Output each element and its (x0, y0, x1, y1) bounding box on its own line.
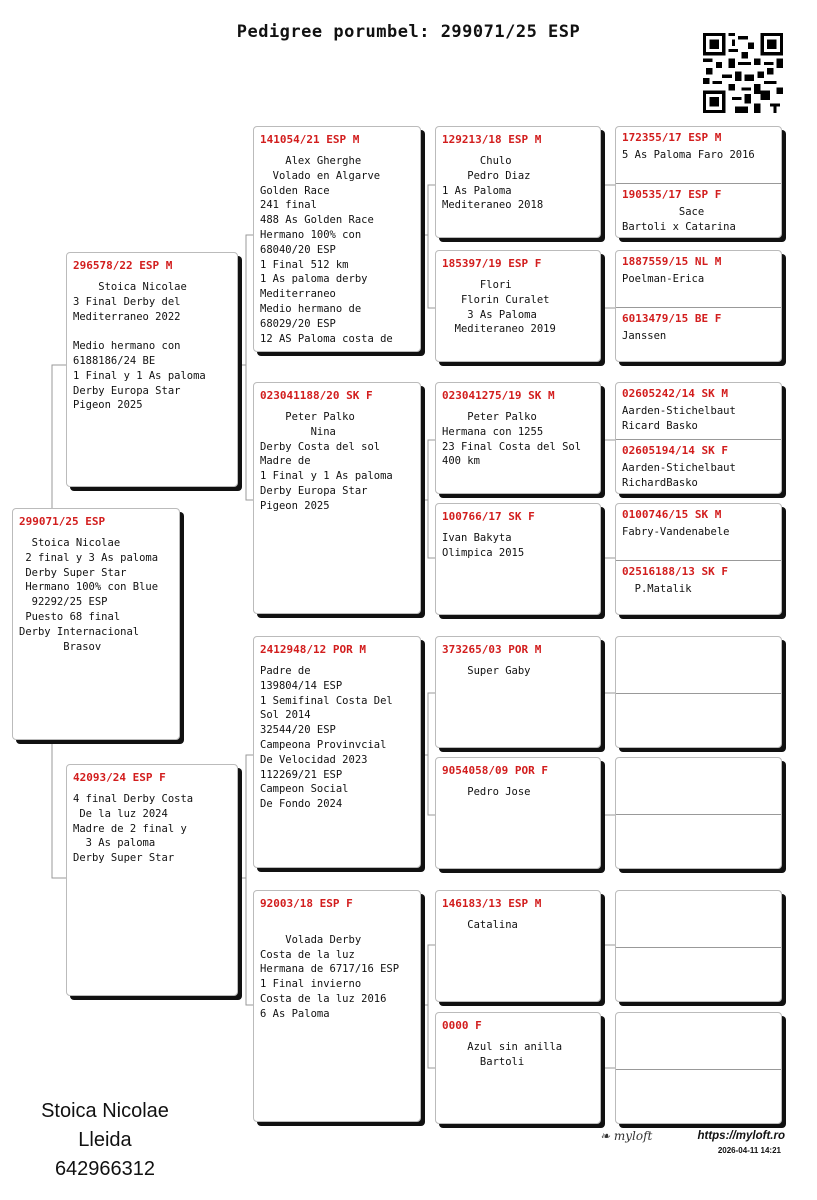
ring-number: 100766/17 SK F (442, 510, 535, 523)
ring-number: 92003/18 ESP F (260, 897, 353, 910)
gen5-sire-slot[interactable] (616, 251, 781, 307)
subject-pigeon-card[interactable] (12, 508, 180, 740)
pigeon-notes: 5 As Paloma Faro 2016 (622, 149, 755, 161)
great-grandparent-card[interactable] (435, 250, 601, 362)
myloft-logo (600, 1129, 652, 1143)
ring-number: 2412948/12 POR M (260, 643, 366, 656)
branding-footer (600, 1127, 785, 1167)
grandsire-maternal-card[interactable] (253, 636, 421, 868)
pigeon-notes: Fabry-Vandenabele (622, 526, 730, 538)
granddam-maternal-card[interactable] (253, 890, 421, 1122)
pigeon-notes: Peter Palko Nina Derby Costa del sol Madre de 1 Final y 1 As paloma Derby Europa Star Pigeon 2025 (260, 411, 393, 512)
gen5-dam-slot[interactable] (616, 947, 781, 1002)
pigeon-notes: Stoica Nicolae 3 Final Derby del Mediterraneo 2022 Medio hermano con 6188186/24 BE 1 Final y 1 As paloma Derby Europa Star Pigeon 2025 (73, 281, 206, 412)
page-title: Pedigree porumbel: 299071/25 ESP (236, 22, 581, 42)
pigeon-notes: Peter Palko Hermana con 1255 23 Final Costa del Sol 400 km (442, 411, 582, 468)
great-grandparent-card[interactable] (435, 382, 601, 494)
sire-card[interactable] (66, 252, 238, 487)
ring-number: 129213/18 ESP M (442, 133, 542, 146)
gen5-pair-card[interactable] (615, 636, 782, 748)
pigeon-notes: Chulo Pedro Diaz 1 As Paloma Mediteraneo 2018 (442, 155, 544, 212)
gen5-dam-slot[interactable] (616, 1069, 781, 1124)
gen5-dam-slot[interactable] (616, 814, 781, 869)
owner-name: Stoica Nicolae (41, 1100, 169, 1122)
gen5-dam-slot[interactable] (616, 183, 781, 238)
ring-number: 0100746/15 SK M (622, 508, 722, 521)
ring-number: 023041275/19 SK M (442, 389, 555, 402)
owner-phone: 642966312 (54, 1158, 156, 1180)
pigeon-notes: Pedro Jose (442, 786, 531, 798)
ring-number: 373265/03 POR M (442, 643, 542, 656)
pigeon-notes: Aarden-Stichelbaut RichardBasko (622, 462, 736, 489)
pigeon-notes: 4 final Derby Costa De la luz 2024 Madre de 2 final y 3 As paloma Derby Super Star (73, 793, 194, 865)
gen5-pair-card[interactable] (615, 382, 782, 494)
gen5-pair-card[interactable] (615, 1012, 782, 1124)
gen5-sire-slot[interactable] (616, 758, 781, 814)
grandsire-paternal-card[interactable] (253, 126, 421, 352)
ring-number: 1887559/15 NL M (622, 255, 722, 268)
gen5-pair-card[interactable] (615, 250, 782, 362)
ring-number: 296578/22 ESP M (73, 259, 173, 272)
pigeon-notes: Catalina (442, 919, 518, 931)
gen5-pair-card[interactable] (615, 890, 782, 1002)
gen5-pair-card[interactable] (615, 503, 782, 615)
ring-number: 023041188/20 SK F (260, 389, 373, 402)
ring-number: 42093/24 ESP F (73, 771, 166, 784)
ring-number: 146183/13 ESP M (442, 897, 542, 910)
great-grandparent-card[interactable] (435, 1012, 601, 1124)
gen5-dam-slot[interactable] (616, 560, 781, 615)
pigeon-notes: Super Gaby (442, 665, 531, 677)
dam-card[interactable] (66, 764, 238, 996)
great-grandparent-card[interactable] (435, 890, 601, 1002)
gen5-dam-slot[interactable] (616, 693, 781, 748)
gen5-sire-slot[interactable] (616, 637, 781, 693)
pigeon-notes: Alex Gherghe Volado en Algarve Golden Race 241 final 488 As Golden Race Hermano 100% con 68040/20 ESP 1 Final 512 km 1 As paloma derby Mediterraneo Medio hermano de 68029/20 ESP 12 AS Paloma costa de (260, 155, 393, 345)
great-grandparent-card[interactable] (435, 636, 601, 748)
ring-number: 185397/19 ESP F (442, 257, 542, 270)
great-grandparent-card[interactable] (435, 126, 601, 238)
pigeon-notes: Sace Bartoli x Catarina (622, 206, 736, 233)
ring-number: 190535/17 ESP F (622, 188, 722, 201)
ring-number: 172355/17 ESP M (622, 131, 722, 144)
ring-number: 9054058/09 POR F (442, 764, 548, 777)
pigeon-notes: Flori Florin Curalet 3 As Paloma Mediteraneo 2019 (454, 279, 556, 336)
gen5-pair-card[interactable] (615, 757, 782, 869)
gen5-dam-slot[interactable] (616, 439, 781, 494)
owner-info (20, 1097, 190, 1184)
ring-number: 299071/25 ESP (19, 515, 106, 528)
gen5-sire-slot[interactable] (616, 504, 781, 560)
gen5-pair-card[interactable] (615, 126, 782, 238)
brand-logo-text: myloft (613, 1129, 653, 1143)
pigeon-notes: Stoica Nicolae 2 final y 3 As paloma Derby Super Star Hermano 100% con Blue 92292/25 ESP Puesto 68 final Derby Internacional Brasov (19, 537, 159, 653)
pigeon-icon: ❧ (600, 1129, 611, 1143)
ring-number: 02605194/14 SK F (622, 444, 728, 457)
generated-date: 2026-04-11 14:21 (717, 1146, 781, 1155)
gen5-dam-slot[interactable] (616, 307, 781, 362)
owner-city: Lleida (78, 1129, 132, 1151)
granddam-paternal-card[interactable] (253, 382, 421, 614)
ring-number: 0000 F (442, 1019, 482, 1032)
pigeon-notes: P.Matalik (622, 583, 692, 595)
great-grandparent-card[interactable] (435, 503, 601, 615)
ring-number: 02516188/13 SK F (622, 565, 728, 578)
pigeon-notes: Poelman-Erica (622, 273, 705, 285)
gen5-sire-slot[interactable] (616, 1013, 781, 1069)
pigeon-notes: Ivan Bakyta Olimpica 2015 (442, 532, 525, 559)
ring-number: 141054/21 ESP M (260, 133, 360, 146)
pigeon-notes: Volada Derby Costa de la luz Hermana de 6717/16 ESP 1 Final invierno Costa de la luz 2016 6 As Paloma (260, 933, 400, 1020)
brand-url-link[interactable]: https://myloft.ro (697, 1130, 785, 1142)
gen5-sire-slot[interactable] (616, 891, 781, 947)
pigeon-notes: Aarden-Stichelbaut Ricard Basko (622, 405, 736, 432)
ring-number: 02605242/14 SK M (622, 387, 728, 400)
pigeon-notes: Padre de 139804/14 ESP 1 Semifinal Costa Del Sol 2014 32544/20 ESP Campeona Provinvcial De Velocidad 2023 112269/21 ESP Campeon Social De Fondo 2024 (260, 665, 393, 811)
gen5-sire-slot[interactable] (616, 127, 781, 183)
great-grandparent-card[interactable] (435, 757, 601, 869)
pigeon-notes: Azul sin anilla Bartoli (467, 1041, 563, 1068)
pigeon-notes: Janssen (622, 330, 667, 342)
gen5-sire-slot[interactable] (616, 383, 781, 439)
ring-number: 6013479/15 BE F (622, 312, 722, 325)
